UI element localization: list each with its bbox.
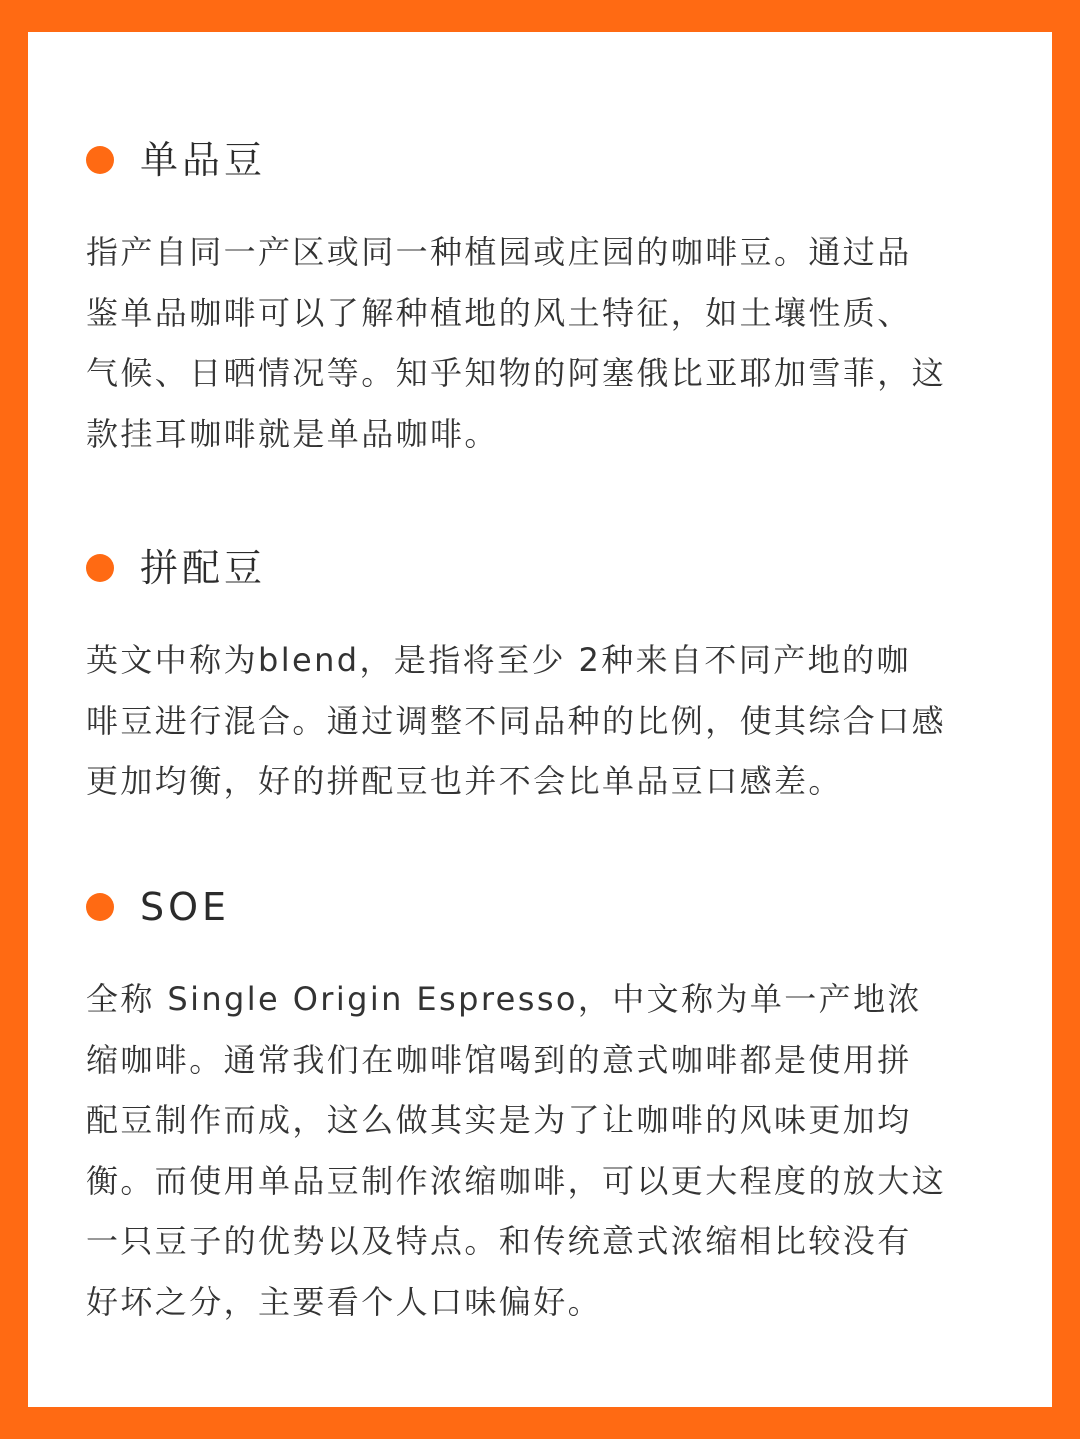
body-line: 缩咖啡。通常我们在咖啡馆喝到的意式咖啡都是使用拼 [86, 1040, 912, 1079]
section-heading [86, 132, 1016, 192]
body-line: 气候、日晒情况等。知乎知物的阿塞俄比亚耶加雪菲，这 [86, 354, 947, 392]
section-title: 拼配豆 [140, 546, 267, 590]
body-line: 英文中称为blend，是指将至少 2种来自不同产地的咖 [86, 641, 911, 679]
body-line: 好坏之分，主要看个人口味偏好。 [86, 1282, 603, 1321]
section-heading [86, 879, 1016, 939]
section-title: 单品豆 [140, 138, 267, 182]
section-heading [86, 540, 1016, 600]
section-soe [86, 879, 1016, 1332]
section-body [86, 969, 1016, 1332]
bullet-dot-icon [86, 554, 114, 582]
section-single-origin [86, 132, 1016, 464]
body-line: 衡。而使用单品豆制作浓缩咖啡，可以更大程度的放大这 [86, 1161, 947, 1200]
body-line: 鉴单品咖啡可以了解种植地的风土特征，如土壤性质、 [86, 293, 912, 332]
body-line: 配豆制作而成，这么做其实是为了让咖啡的风味更加均 [86, 1101, 912, 1139]
content-card [28, 32, 1052, 1407]
bullet-dot-icon [86, 146, 114, 174]
body-line: 更加均衡，好的拼配豆也并不会比单品豆口感差。 [86, 762, 843, 800]
section-body [86, 630, 1016, 812]
bullet-dot-icon [86, 893, 114, 921]
section-blend [86, 540, 1016, 812]
body-line: 指产自同一产区或同一种植园或庄园的咖啡豆。通过品 [86, 233, 912, 271]
section-title: SOE [140, 885, 231, 929]
body-line: 啡豆进行混合。通过调整不同品种的比例，使其综合口感 [86, 701, 947, 740]
body-line: 全称 Single Origin Espresso，中文称为单一产地浓 [86, 980, 922, 1018]
body-line: 一只豆子的优势以及特点。和传统意式浓缩相比较没有 [86, 1222, 912, 1260]
body-line: 款挂耳咖啡就是单品咖啡。 [86, 414, 499, 453]
section-body [86, 222, 1016, 464]
